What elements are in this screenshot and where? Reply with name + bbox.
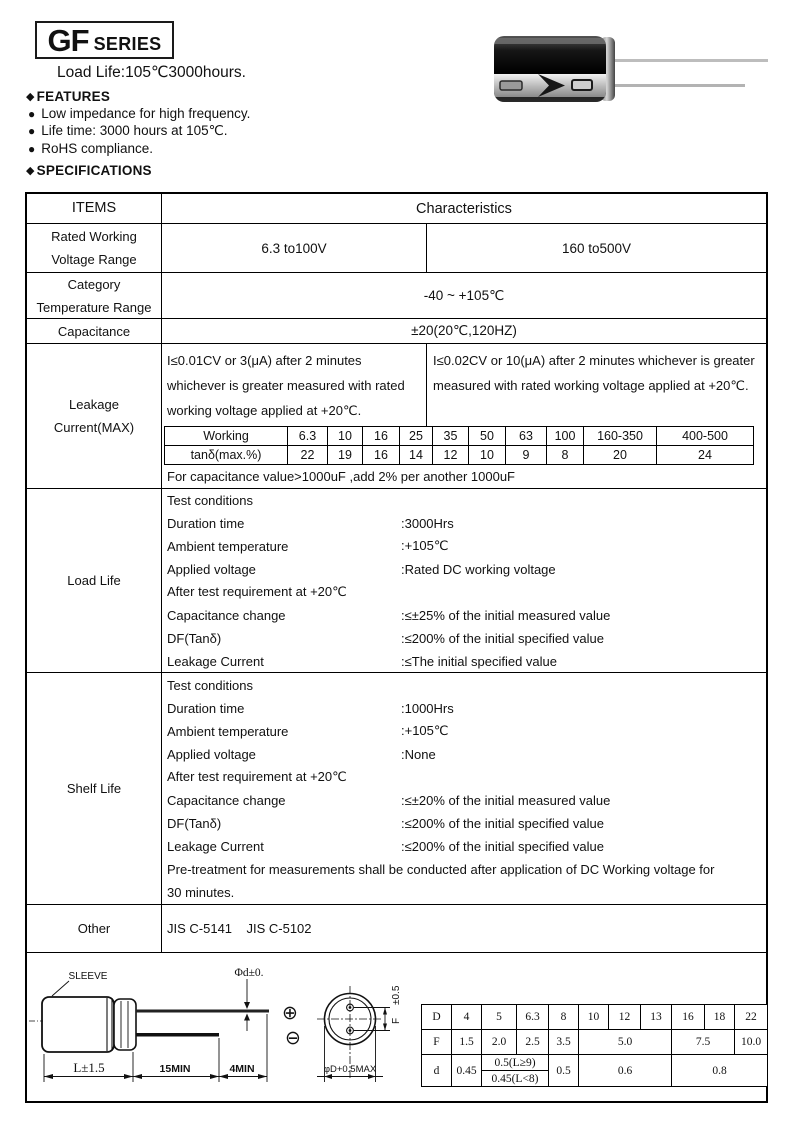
condition-value: :+105℃ (401, 723, 449, 738)
shelf-life-row (27, 672, 766, 904)
leakage-row (27, 343, 766, 488)
tand-cell: 14 (400, 446, 433, 465)
condition-name: Ambient temperature (167, 723, 289, 739)
dim-cell: 8 (549, 1005, 579, 1030)
capacitor-lead-top (608, 59, 768, 62)
dim-cell: 0.5 (549, 1055, 579, 1087)
capacitor-side-body (42, 997, 114, 1052)
dim-header: F (422, 1030, 452, 1055)
rated-voltage-low: 6.3 to100V (162, 224, 427, 272)
condition-value: :≤200% of the initial specified value (401, 838, 604, 854)
dim-cell: 6.3 (517, 1005, 549, 1030)
other-label: Other (27, 905, 162, 952)
length-label: L±1.5 (73, 1060, 105, 1075)
condition-value: :1000Hrs (401, 700, 454, 716)
feature-text: Low impedance for high frequency. (41, 106, 251, 122)
features-list (28, 105, 250, 158)
other-value: JIS C-5141 JIS C-5102 (167, 921, 312, 936)
dim-cell: 18 (705, 1005, 735, 1030)
tip-min-label: 4MIN (229, 1063, 255, 1075)
dim-header: d (422, 1055, 452, 1087)
feature-item (28, 140, 250, 158)
bullet-icon: ● (28, 124, 36, 139)
tand-cell: 19 (328, 446, 363, 465)
leakage-high-text: I≤0.02CV or 10(μA) after 2 minutes whichever is greater measured with rated working voltage applied at +20℃. (433, 353, 755, 393)
load-life-label: Load Life (27, 489, 162, 672)
series-title-box (35, 21, 174, 59)
condition-name: Duration time (167, 700, 245, 716)
voltage-cell: 50 (469, 427, 506, 446)
condition-value: :≤200% of the initial specified value (401, 630, 604, 646)
diameter-label: φD+0.5MAX (323, 1064, 377, 1075)
voltage-cell: 10 (328, 427, 363, 446)
condition-value: :3000Hrs (401, 515, 454, 531)
characteristics-header: Characteristics (416, 200, 512, 217)
voltage-cell: 160-350 (584, 427, 657, 446)
condition-name: Leakage Current (167, 838, 264, 854)
voltage-cell: 63 (506, 427, 547, 446)
dim-header: D (422, 1005, 452, 1030)
dim-cell: 16 (672, 1005, 705, 1030)
feature-text: RoHS compliance. (41, 141, 154, 157)
lead-min-label: 15MIN (159, 1063, 191, 1075)
lead-top (136, 1010, 269, 1013)
tand-cell: 24 (657, 446, 754, 465)
condition-name: DF(Tanδ) (167, 630, 222, 646)
condition-value: :Rated DC working voltage (401, 561, 556, 577)
dim-cell: 4 (452, 1005, 482, 1030)
capacitor-lead-bottom (608, 84, 745, 87)
capacitance-row (27, 318, 766, 343)
diameter-row (422, 1005, 768, 1030)
dim-cell: 13 (641, 1005, 672, 1030)
condition-value: :≤±20% of the initial measured value (401, 792, 611, 808)
condition-name: Capacitance change (167, 792, 286, 808)
voltage-cell: 35 (433, 427, 469, 446)
dim-cell: 2.5 (517, 1030, 549, 1055)
lead-diameter-row (422, 1055, 768, 1071)
feature-item (28, 123, 250, 141)
voltage-cell: 25 (400, 427, 433, 446)
tand-cell: 10 (469, 446, 506, 465)
condition-value: :≤The initial specified value (401, 653, 557, 669)
lead-diameter-label: Φd±0. (234, 967, 264, 979)
dim-cell: 3.5 (549, 1030, 579, 1055)
capacitance-label: Capacitance (27, 319, 162, 343)
tand-label: tanδ(max.%) (165, 446, 288, 465)
tand-cell: 12 (433, 446, 469, 465)
features-heading (26, 89, 110, 104)
leakage-label: Leakage Current(MAX) (27, 344, 162, 488)
sleeve-leader-line (52, 981, 69, 996)
tand-cell: 16 (363, 446, 400, 465)
table-header-row (27, 194, 766, 223)
shelf-life-label: Shelf Life (27, 673, 162, 904)
after-test-heading: After test requirement at +20℃ (167, 584, 347, 599)
spacing-row (422, 1030, 768, 1055)
category-temp-value: -40 ~ +105℃ (423, 287, 505, 303)
load-life-subtitle: Load Life:105℃3000hours. (57, 64, 246, 81)
lead-bottom (136, 1033, 219, 1037)
plus-polarity-icon: ⊕ (282, 1003, 298, 1024)
dim-cell: 22 (735, 1005, 768, 1030)
series-name: GF (47, 22, 89, 58)
dim-cell: 10.0 (735, 1030, 768, 1055)
dim-cell: 0.45 (452, 1055, 482, 1087)
condition-value: :+105℃ (401, 538, 449, 553)
other-row (27, 904, 766, 952)
dimension-table (421, 1004, 768, 1087)
working-voltage-row (165, 427, 754, 446)
condition-name: Ambient temperature (167, 538, 289, 554)
voltage-cell: 400-500 (657, 427, 754, 446)
condition-name: DF(Tanδ) (167, 815, 222, 831)
dim-cell: 12 (609, 1005, 641, 1030)
feature-text: Life time: 3000 hours at 105℃. (41, 123, 228, 139)
dim-cell: 0.8 (672, 1055, 768, 1087)
leakage-note: For capacitance value>1000uF ,add 2% per another 1000uF (167, 469, 515, 484)
voltage-cell: 16 (363, 427, 400, 446)
condition-name: Leakage Current (167, 653, 264, 669)
load-life-row (27, 488, 766, 672)
rated-voltage-label: Rated Working Voltage Range (27, 224, 162, 272)
series-suffix: SERIES (93, 34, 162, 54)
dim-cell: 0.6 (579, 1055, 672, 1087)
rated-voltage-high: 160 to500V (561, 240, 632, 256)
working-label: Working (165, 427, 288, 446)
voltage-cell: 100 (547, 427, 584, 446)
specifications-table (25, 192, 768, 1103)
f-tol-label: ±0.5 (391, 985, 402, 1005)
dim-cell: 0.5(L≥9) (482, 1055, 549, 1071)
f-label: F (391, 1017, 402, 1024)
dim-cell: 5.0 (579, 1030, 672, 1055)
category-temp-row (27, 272, 766, 318)
minus-polarity-icon: ⊖ (285, 1028, 301, 1049)
capacitance-value: ±20(20℃,120HZ) (411, 323, 517, 338)
dimension-drawing-row (27, 952, 766, 1101)
dim-cell: 1.5 (452, 1030, 482, 1055)
rated-voltage-row (27, 223, 766, 272)
dim-cell: 10 (579, 1005, 609, 1030)
specifications-heading-label: SPECIFICATIONS (36, 163, 152, 178)
category-temp-label: Category Temperature Range (27, 273, 162, 318)
dim-cell: 2.0 (482, 1030, 517, 1055)
dim-cell: 7.5 (672, 1030, 735, 1055)
condition-name: Applied voltage (167, 561, 256, 577)
pretreatment-text: 30 minutes. (167, 884, 235, 900)
diamond-icon: ◆ (26, 165, 35, 177)
pretreatment-text: Pre-treatment for measurements shall be conducted after application of DC Working voltage for (167, 861, 715, 877)
condition-value: :≤200% of the initial specified value (401, 815, 604, 831)
tand-values-row (165, 446, 754, 465)
dim-cell: 0.45(L<8) (482, 1071, 549, 1087)
bullet-icon: ● (28, 141, 36, 156)
dim-cell: 5 (482, 1005, 517, 1030)
condition-heading: Test conditions (167, 492, 253, 508)
condition-value: :≤±25% of the initial measured value (401, 607, 611, 623)
features-heading-label: FEATURES (36, 89, 111, 104)
specifications-heading (26, 163, 152, 178)
voltage-cell: 6.3 (288, 427, 328, 446)
after-test-heading: After test requirement at +20℃ (167, 769, 347, 784)
lead-diameter-dimension (244, 979, 250, 1031)
condition-name: Duration time (167, 515, 245, 531)
leakage-low-text: I≤0.01CV or 3(μA) after 2 minutes whichever is greater measured with rated working voltage applied at +20℃. (162, 344, 427, 426)
tand-table (164, 426, 754, 465)
condition-name: Capacitance change (167, 607, 286, 623)
condition-name: Applied voltage (167, 746, 256, 762)
tand-cell: 8 (547, 446, 584, 465)
bullet-icon: ● (28, 106, 36, 121)
feature-item (28, 105, 250, 123)
condition-heading: Test conditions (167, 677, 253, 693)
capacitor-side-cap (114, 999, 136, 1050)
diamond-icon: ◆ (26, 91, 35, 103)
tand-cell: 9 (506, 446, 547, 465)
condition-value: :None (401, 746, 436, 762)
items-header: ITEMS (27, 194, 162, 223)
sleeve-label: SLEEVE (68, 971, 108, 982)
capacitor-photo (488, 24, 782, 114)
tand-cell: 22 (288, 446, 328, 465)
tand-cell: 20 (584, 446, 657, 465)
